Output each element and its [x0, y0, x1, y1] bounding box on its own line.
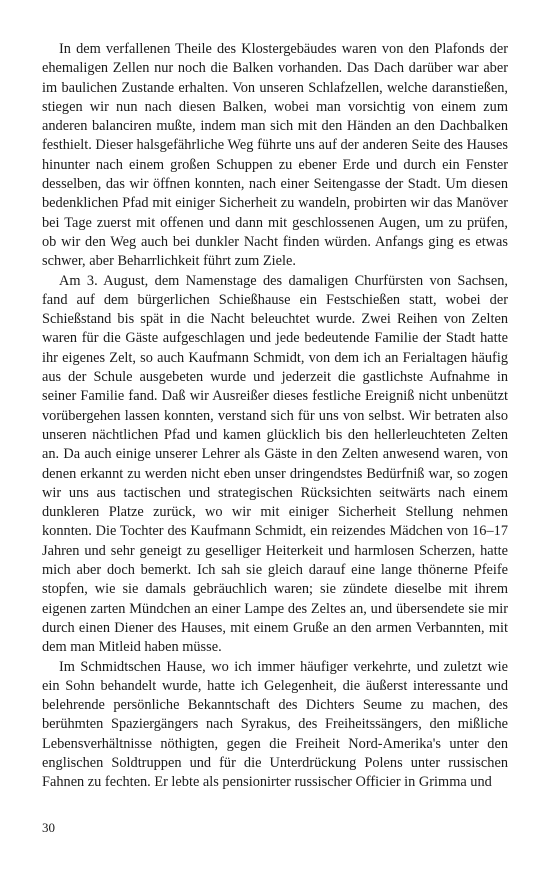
paragraph-1: In dem verfallenen Theile des Klostergebäudes waren von den Plafonds der ehemaligen Zellen nur noch die Balken vorhanden. Das Dach darüber war aber im baulichen Zustande erhalten. Von unseren Schlafzellen, welche daranstießen, stiegen wir nun nach diesen Balken, wobei man vorsichtig von einem zum anderen balanciren mußte, indem man sich mit den Händen an den Dachbalken festhielt. Dieser halsgefährliche Weg führte uns auf der anderen Seite des Hauses hinunter nach einem großen Schuppen zu ebener Erde und durch ein Fenster desselben, das wir öffnen konnten, nach einer Seitengasse der Stadt. Um diesen bedenklichen Pfad mit einiger Sicherheit zu wandeln, probirten wir das Manöver bei Tage zuerst mit offenen und dann mit geschlossenen Augen, um zu prüfen, ob wir den Weg auch bei dunkler Nacht finden würden. Anfangs ging es etwas schwer, aber Beharrlichkeit führt zum Ziele.: [42, 41, 508, 270]
paragraph-3: Im Schmidtschen Hause, wo ich immer häufiger verkehrte, und zuletzt wie ein Sohn behandelt wurde, hatte ich Gelegenheit, die äußerst interessante und belehrende persönliche Bekanntschaft des Dichters Seume zu machen, des berühmten Spaziergängers nach Syrakus, des Freiheitssängers, den mißliche Lebensverhältnisse nöthigten, gegen die Freiheit Nord-Amerika's unter den englischen Soldtruppen und für die Unterdrückung Polens unter russischen Fahnen zu fechten. Er lebte als pensionirter russischer Officier in Grimma und: [42, 658, 508, 791]
page-number: 30: [42, 820, 55, 835]
book-page-text: [42, 40, 508, 793]
paragraph-2: Am 3. August, dem Namenstage des damaligen Churfürsten von Sachsen, fand auf dem bürgerlichen Schießhause ein Festschießen statt, wobei der Schießstand bis spät in die Nacht beleuchtet wurde. Zwei Reihen von Zelten waren für die Gäste aufgeschlagen und jede bedeutende Familie der Stadt hatte ihr eigenes Zelt, so auch Kaufmann Schmidt, von dem ich an Ferialtagen häufig aus der Schule ausgebeten wurde und jederzeit die gastlichste Aufnahme in seiner Familie fand. Daß wir Ausreißer dieses festliche Ereigniß nicht unbenützt vorübergehen lassen konnten, verstand sich für uns von selbst. Wir betraten also unseren nächtlichen Pfad und kamen glücklich bis den hellerleuchteten Zelten an. Da auch einige unserer Lehrer als Gäste in den Zelten anwesend waren, von denen erkannt zu werden nicht eben unser dringendstes Bedürfniß war, so zogen wir uns aus tactischen und strategischen Rücksichten seitwärts nach einem dunkleren Platze zurück, wo wir mit einiger Sicherheit Stellung nehmen konnten. Die Tochter des Kaufmann Schmidt, ein reizendes Mädchen von 16–17 Jahren und sehr geneigt zu geselliger Heiterkeit und harmlosen Scherzen, hatte mich aber doch bemerkt. Ich sah sie gleich darauf eine lange thönerne Pfeife stopfen, wie sie damals gebräuchlich waren; sie zündete dieselbe mit ihrem eigenen zarten Mündchen an einer Lampe des Zeltes an, und übersendete sie mir durch einen Diener des Hauses, mit einem Gruße an den armen Verbannten, mit dem man Mitleid haben müsse.: [42, 272, 508, 656]
